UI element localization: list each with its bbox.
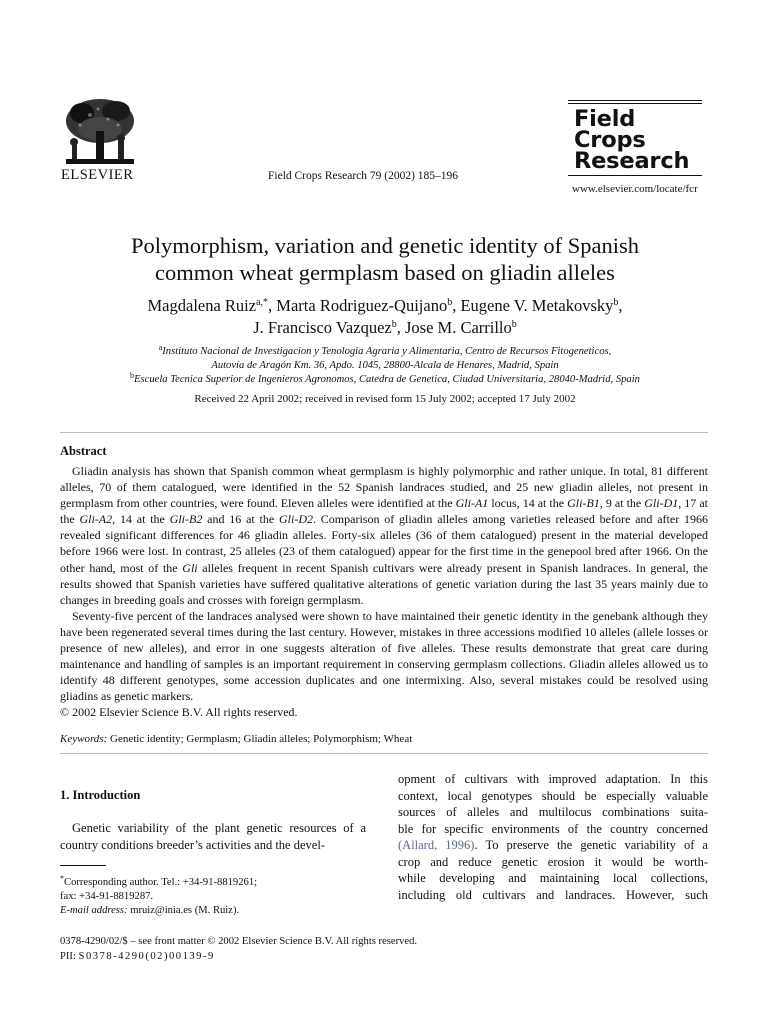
journal-title-line: Field [574, 106, 636, 132]
divider [60, 753, 708, 754]
citation-link[interactable]: (Allard, 1996) [398, 838, 475, 852]
elsevier-tree-logo [60, 95, 140, 173]
keywords-label: Keywords: [60, 733, 108, 745]
locus-name: Gli [182, 560, 198, 575]
affiliation-line: Autovía de Aragón Km. 36, Apdo. 1045, 28800-Alcala de Henares, Madrid, Spain [211, 360, 559, 371]
text-line: ble for specific environments of the country concerned [398, 821, 708, 836]
intro-left-column: Genetic variability of the plant genetic resources of a country conditions breeder’s activities and the devel- [60, 821, 366, 852]
abstract-text: . Comparison of gliadin alleles among varieties released before and after 1966 revealed significant differences for 46 gliadin alleles. Forty-six alleles (36 of them catalogued) present in the material developed before 1966 were lost. In contrast, 25 alleles (23 of them catalogued) appear for the first time in the genepool bred after 1966. On the other hand, most of the [60, 512, 708, 575]
journal-url-link[interactable]: www.elsevier.com/locate/fcr [572, 183, 698, 195]
footnote-text: fax: +34-91-8819287. [60, 891, 154, 902]
journal-title-block [568, 100, 702, 176]
email-label: E-mail address: [60, 905, 128, 916]
abstract-paragraph: Seventy-five percent of the landraces analysed were shown to have maintained their genetic identity in the genebank although they have been regenerated several times during the last century. However, mistakes in three accessions modified 10 alleles (allele losses or presence of new alleles), and error in one suggests alteration of five alleles. These results demonstrate that great care during maintenance and handling of samples is an important requirement in conserving germplasm collections. Gliadin alleles allowed us to identify 48 different genotypes, some accession duplicates and one intermixing. Also, several mistakes could be resolved using gliadins as genetic markers. [60, 608, 708, 704]
text-line: crop and reduce genetic erosion it would be worth- [398, 854, 708, 869]
text-line: context, local genotypes should be especially valuable [398, 788, 708, 803]
corresponding-author-footnote [60, 876, 257, 918]
affiliation-mark: a,* [256, 297, 269, 308]
article-title [60, 232, 710, 286]
journal-title-line: Research [574, 148, 690, 174]
received-dates: Received 22 April 2002; received in revised form 15 July 2002; accepted 17 July 2002 [194, 393, 576, 405]
affiliation-line: Escuela Tecnica Superior de Ingenieros Agronomos, Catedra de Genetica, Ciudad Universitaria, 28040-Madrid, Spain [134, 374, 640, 385]
pii-label: PII: [60, 951, 79, 962]
keywords-list: Genetic identity; Germplasm; Gliadin alleles; Polymorphism; Wheat [107, 733, 413, 745]
journal-citation: Field Crops Research 79 (2002) 185–196 [268, 170, 459, 182]
publisher-name: ELSEVIER [61, 167, 134, 183]
abstract-text: alleles frequent in recent Spanish cultivars were already present in Spanish landraces. In general, the results showed that Spanish varieties have suffered qualitative alterations of genetic variation during the last 35 years mainly due to changes in breeding goals and crosses with foreign germplasm. [60, 560, 708, 607]
section-heading: 1. Introduction [60, 788, 141, 802]
text-line: including old cultivars and landraces. However, such [398, 887, 708, 902]
locus-name: Gli-D1 [644, 496, 679, 511]
abstract-heading: Abstract [60, 444, 107, 458]
affiliation-line: Instituto Nacional de Investigacion y Tenologia Agraria y Alimentaria, Centro de Recursos Fitogeneticos, [162, 346, 612, 357]
keywords [60, 733, 412, 745]
affiliation-mark: a [158, 343, 163, 352]
text-fragment: . To preserve the genetic variability of a [474, 838, 708, 852]
affiliations [60, 345, 710, 387]
journal-title-line: Crops [574, 127, 646, 153]
text-line [398, 837, 708, 854]
locus-name: Gli-B1 [567, 496, 600, 511]
page-footer [60, 934, 417, 964]
footnote-rule [60, 865, 106, 866]
divider [60, 432, 708, 433]
abstract-text: , 14 at the [112, 512, 170, 527]
abstract-text: , 9 at the [599, 496, 645, 511]
abstract-text: Gliadin analysis has shown that Spanish common wheat germplasm is highly polymorphic and rather unique. In total, 81 different alleles, 70 of them catalogued, were identified in the 52 Spanish landraces studied, and 25 new gliadin alleles, not present in germplasm from other countries, were found. Eleven alleles were identified at the [60, 464, 708, 511]
abstract-paragraph [60, 463, 708, 608]
author-name: Eugene V. Metakovsky [460, 296, 614, 315]
locus-name: Gli-D2 [279, 512, 313, 527]
locus-name: Gli-A1 [455, 496, 489, 511]
text-line: opment of cultivars with improved adaptation. In this [398, 772, 708, 786]
abstract-text: locus, 14 at the [488, 496, 568, 511]
footnote-text: Corresponding author. Tel.: +34-91-8819261; [64, 877, 258, 888]
title-line: common wheat germplasm based on gliadin alleles [155, 260, 615, 285]
abstract-text: and 16 at the [202, 512, 279, 527]
locus-name: Gli-B2 [169, 512, 203, 527]
text-line: sources of alleles and multilocus combinations suita- [398, 805, 708, 819]
title-line: Polymorphism, variation and genetic identity of Spanish [130, 233, 640, 258]
locus-name: Gli-A2 [79, 512, 113, 527]
affiliation-mark: b [613, 297, 619, 308]
email-address[interactable]: mruiz@inia.es (M. Ruiz). [127, 905, 240, 916]
pii-value: S0378-4290(02)00139-9 [78, 951, 215, 962]
author-name: J. Francisco Vazquez [253, 318, 392, 337]
text-line: while developing and maintaining local collections, [398, 871, 708, 885]
intro-right-column [398, 771, 708, 903]
affiliation-mark: b [391, 319, 397, 330]
affiliation-mark: b [130, 371, 135, 380]
copyright-notice: © 2002 Elsevier Science B.V. All rights reserved. [60, 705, 298, 720]
front-matter-line: 0378-4290/02/$ – see front matter © 2002 Elsevier Science B.V. All rights reserved. [60, 936, 418, 947]
journal-title [574, 106, 702, 174]
author-name: Jose M. Carrillo [404, 318, 512, 337]
author-list: Magdalena Ruiz$^{a,*}$, Marta Rodriguez-Quijano$^b$, Eugene V. Metakovsky$^b$, J. Francisco Vazquez$^b$, Jose M. Carrillo$^b$ [147, 296, 623, 337]
footnote-mark: * [60, 874, 64, 883]
affiliation-mark: b [511, 319, 517, 330]
abstract-body [60, 463, 708, 721]
abstract-text: , 17 at the [60, 496, 708, 527]
author-name: Marta Rodriguez-Quijano [276, 296, 448, 315]
affiliation-mark: b [447, 297, 453, 308]
author-name: Magdalena Ruiz [147, 296, 257, 315]
